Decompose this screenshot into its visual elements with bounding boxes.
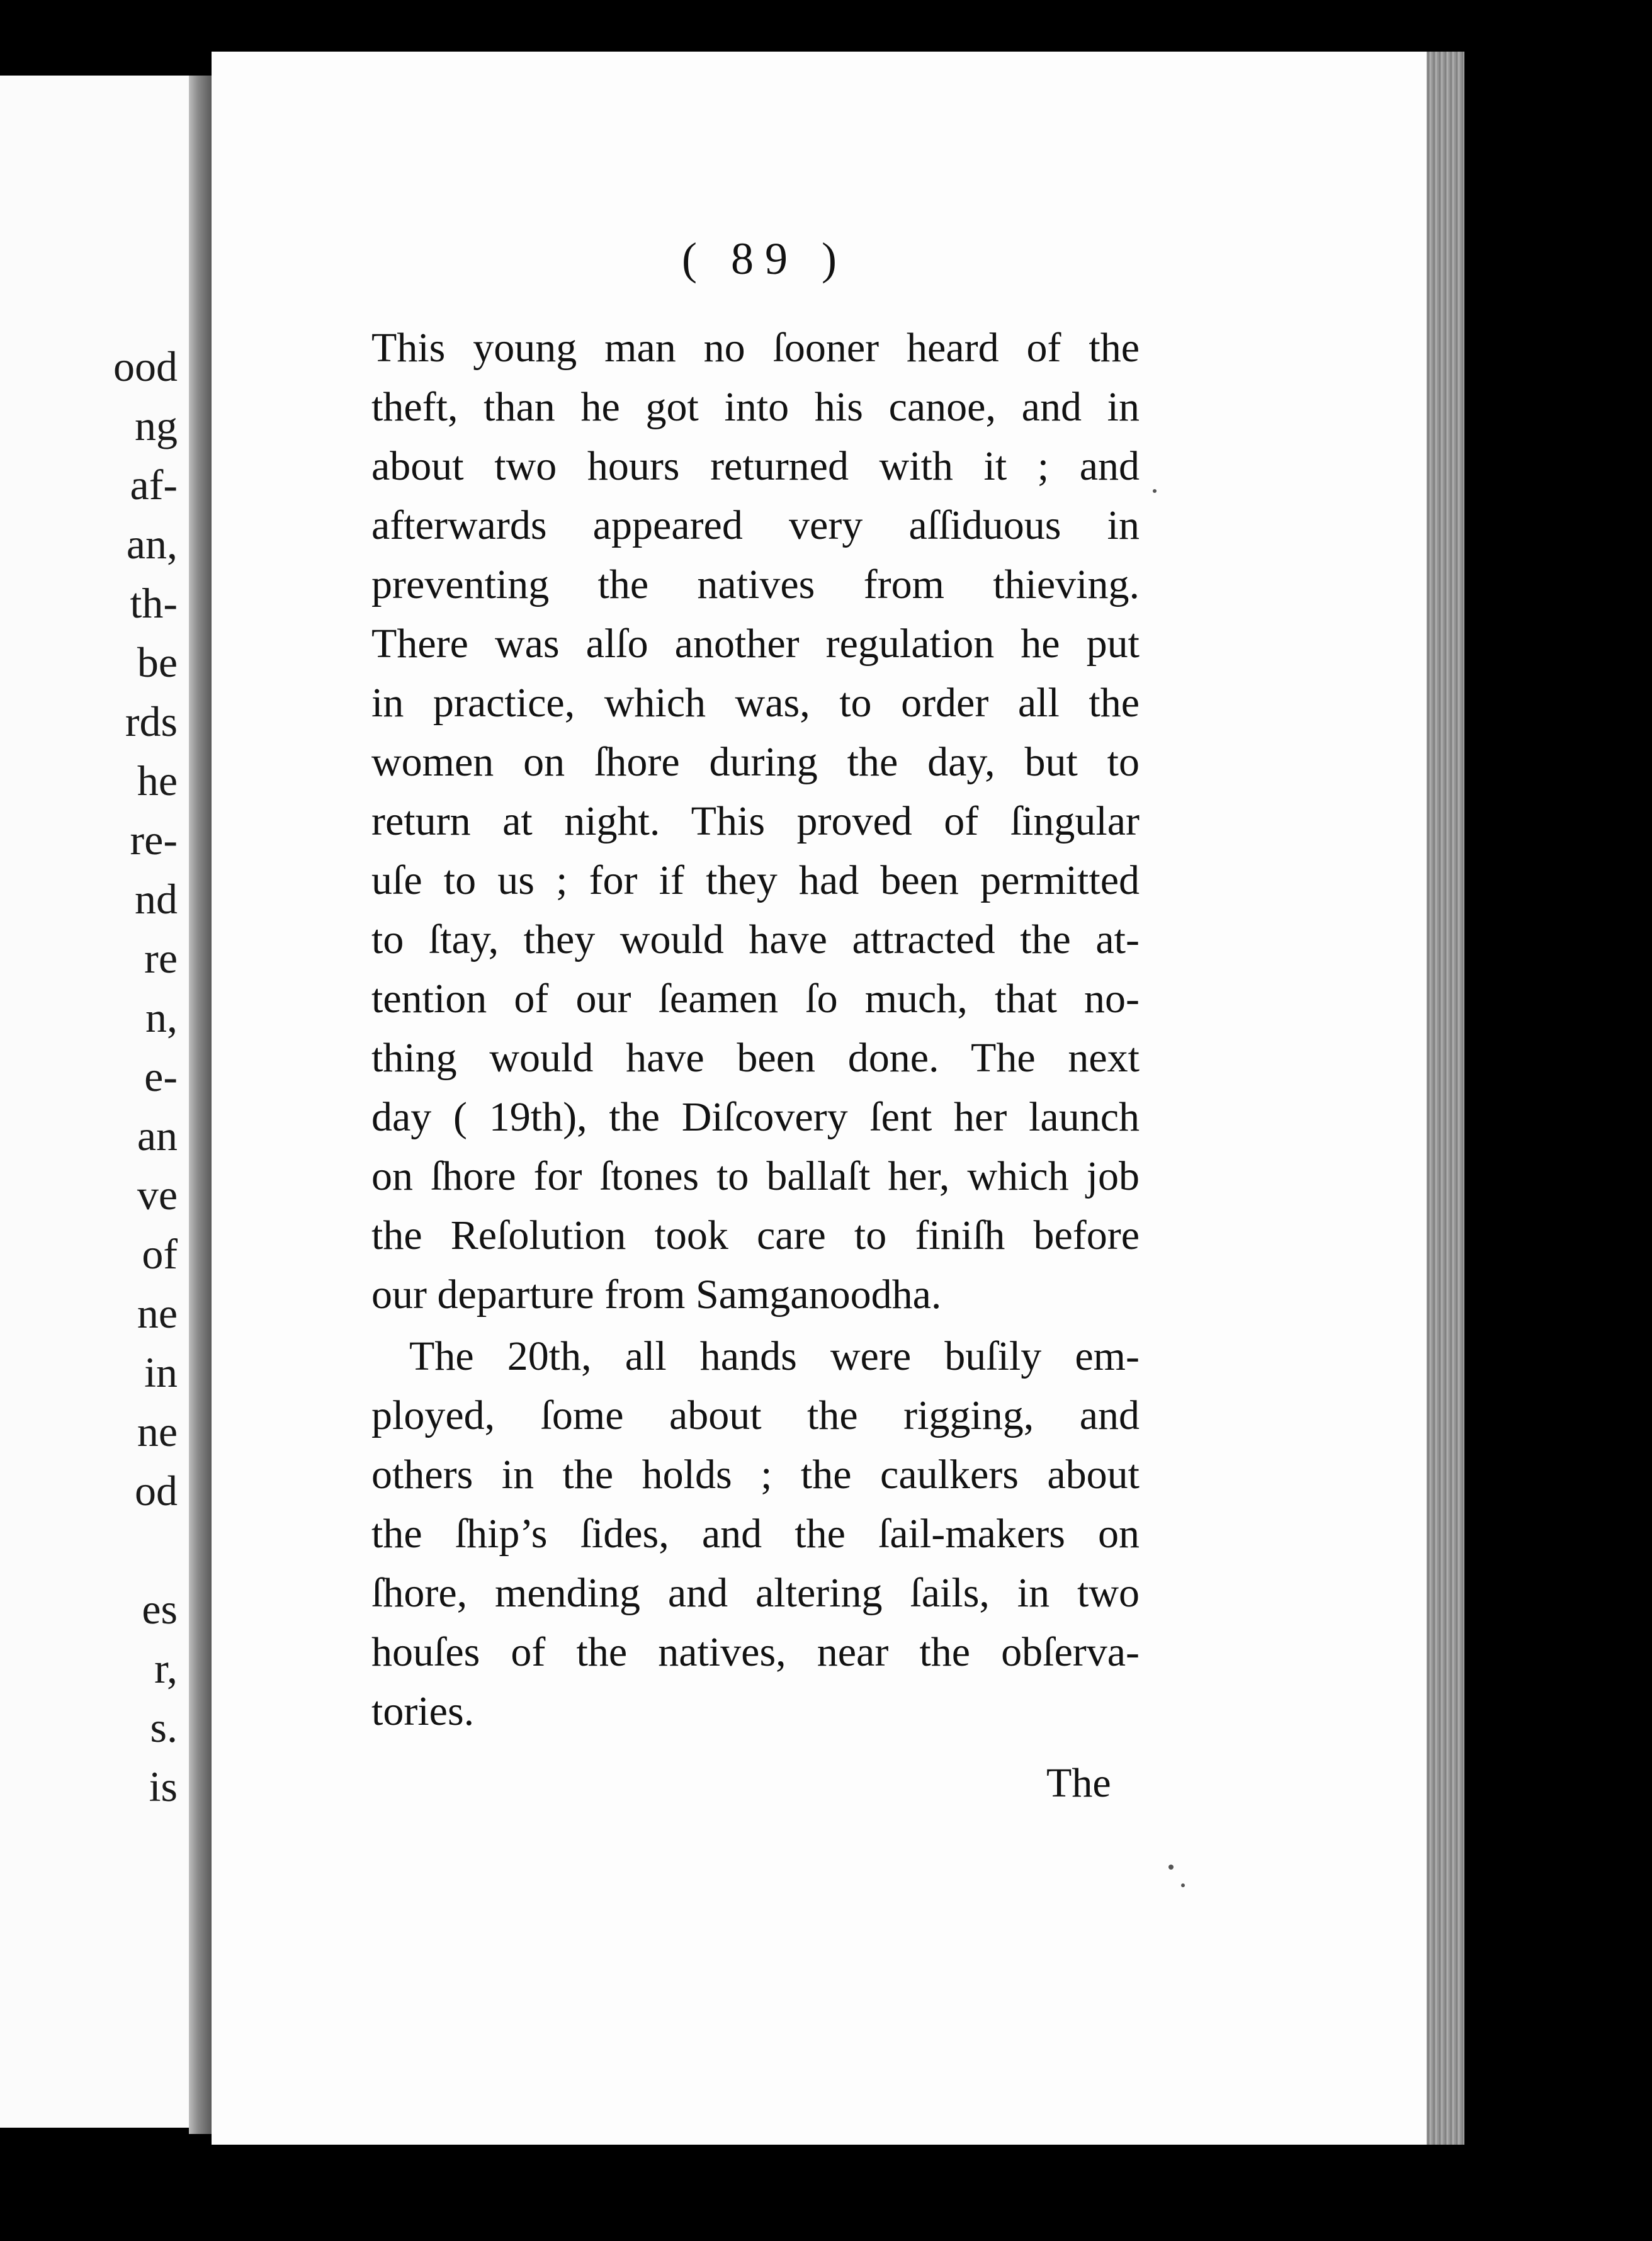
text-line: ſhore, mending and altering ſails, in two xyxy=(371,1570,1140,1616)
previous-page-line-fragment: ng xyxy=(135,402,178,449)
text-line: on ſhore for ſtones to ballaſt her, which job xyxy=(371,1153,1140,1199)
text-line: The 20th, all hands were buſily em- xyxy=(409,1333,1140,1379)
text-line: women on ſhore during the day, but to xyxy=(371,739,1140,785)
text-line: preventing the natives from thieving. xyxy=(371,562,1140,607)
page-fore-edge xyxy=(1427,52,1464,2145)
text-line: This young man no ſooner heard of the xyxy=(371,325,1140,371)
text-line: afterwards appeared very aſſiduous in xyxy=(371,502,1140,548)
previous-page-line-fragment: ne xyxy=(137,1408,178,1455)
previous-page-line-fragment: s. xyxy=(150,1703,178,1751)
book-gutter xyxy=(189,76,212,2134)
paper-speck xyxy=(1153,489,1157,493)
page-number: ( 89 ) xyxy=(682,234,848,284)
paper-speck xyxy=(1168,1865,1174,1870)
text-line: ployed, ſome about the rigging, and xyxy=(371,1392,1140,1438)
previous-page-line-fragment: e- xyxy=(144,1053,178,1100)
previous-page xyxy=(0,76,193,2128)
previous-page-line-fragment: of xyxy=(142,1230,178,1278)
previous-page-line-fragment: n, xyxy=(145,993,178,1041)
text-line: the ſhip’s ſides, and the ſail-makers on xyxy=(371,1511,1140,1557)
text-line: thing would have been done. The next xyxy=(371,1035,1140,1081)
previous-page-line-fragment: ne xyxy=(137,1289,178,1337)
previous-page-line-fragment: th- xyxy=(130,579,178,627)
previous-page-line-fragment: in xyxy=(144,1348,178,1396)
previous-page-line-fragment: rds xyxy=(125,697,178,745)
previous-page-line-fragment: re- xyxy=(130,816,178,864)
previous-page-line-fragment: r, xyxy=(154,1644,178,1692)
text-line: others in the holds ; the caulkers about xyxy=(371,1452,1140,1498)
text-line: about two hours returned with it ; and xyxy=(371,443,1140,489)
previous-page-line-fragment: af- xyxy=(130,461,178,509)
text-line: uſe to us ; for if they had been permitted xyxy=(371,857,1140,903)
text-line: in practice, which was, to order all the xyxy=(371,680,1140,726)
text-line: tention of our ſeamen ſo much, that no- xyxy=(371,976,1140,1022)
text-line: day ( 19th), the Diſcovery ſent her launch xyxy=(371,1094,1140,1140)
text-line: tories. xyxy=(371,1688,475,1734)
previous-page-line-fragment: an xyxy=(137,1112,178,1160)
previous-page-line-fragment: ve xyxy=(137,1171,178,1219)
previous-page-line-fragment: od xyxy=(135,1467,178,1515)
text-line: to ſtay, they would have attracted the at- xyxy=(371,917,1140,962)
previous-page-line-fragment: re xyxy=(144,934,178,982)
previous-page-line-fragment: be xyxy=(137,638,178,686)
text-line: theft, than he got into his canoe, and in xyxy=(371,384,1140,430)
previous-page-line-fragment: he xyxy=(137,757,178,804)
catchword: The xyxy=(1046,1760,1111,1806)
previous-page-line-fragment: an, xyxy=(126,520,178,568)
previous-page-line-fragment: is xyxy=(149,1763,178,1810)
previous-page-line-fragment: es xyxy=(142,1585,178,1633)
previous-page-line-fragment: nd xyxy=(135,875,178,923)
text-line: the Reſolution took care to finiſh before xyxy=(371,1212,1140,1258)
text-line: There was alſo another regulation he put xyxy=(371,621,1140,667)
text-line: return at night. This proved of ſingular xyxy=(371,798,1140,844)
previous-page-line-fragment: ood xyxy=(113,342,178,390)
text-line: houſes of the natives, near the obſerva- xyxy=(371,1629,1140,1675)
paper-speck xyxy=(1181,1883,1185,1887)
text-line: our departure from Samganoodha. xyxy=(371,1272,942,1318)
